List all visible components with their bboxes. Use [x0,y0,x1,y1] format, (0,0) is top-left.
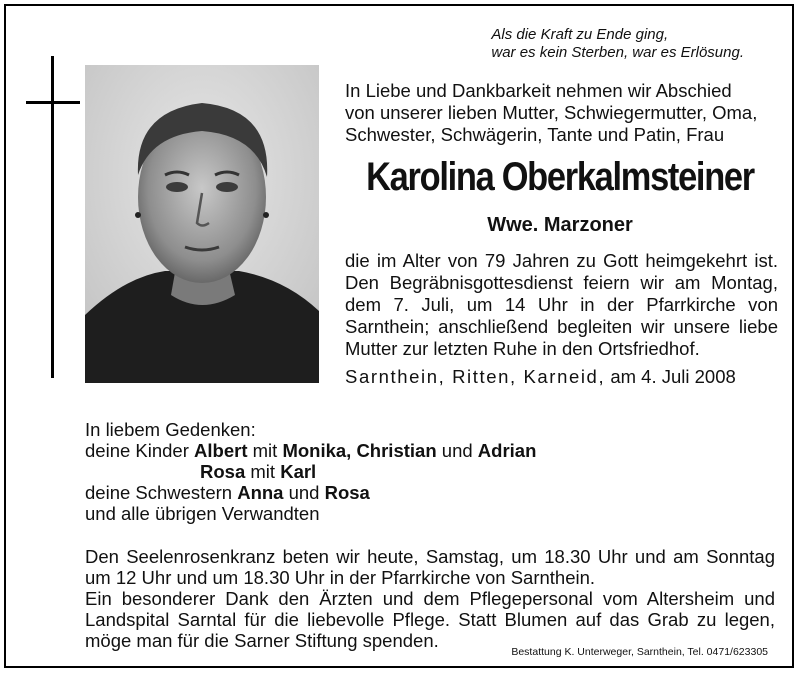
child-karl: Karl [280,461,317,482]
rosary-note: Den Seelenrosenkranz beten wir heute, Samstag, um 18.30 Uhr und am Sonntag um 12 Uhr und um 18.30 Uhr in der Pfarrkirche von Sarnthein. [85,546,775,588]
deceased-name: Karolina Oberkalmsteiner [366,155,754,199]
intro-line-2: von unserer lieben Mutter, Schwiegermutter, Oma, [345,102,758,123]
mourners-list [85,419,775,524]
place-and-date [345,366,778,388]
sisters-line [85,482,775,503]
places: Sarnthein, Ritten, Karneid, [345,366,606,387]
intro-line-1: In Liebe und Dankbarkeit nehmen wir Abschied [345,80,732,101]
epigraph-line-1: Als die Kraft zu Ende ging, [491,26,669,43]
connector-und-2: und [288,482,320,503]
child-albert: Albert [194,440,248,461]
cross-vertical-bar [51,56,54,378]
connector-und: und [441,440,473,461]
funeral-home-footer: Bestattung K. Unterweger, Sarnthein, Tel. 0471/623305 [511,646,768,658]
notes [85,546,775,651]
epigraph-line-2: war es kein Sterben, war es Erlösung. [491,44,744,61]
thanks-note: Ein besonderer Dank den Ärzten und dem Pflegepersonal vom Altersheim und Landspital Sarntal für die liebevolle Pflege. Statt Blumen auf das Grab zu legen, möge man für die Sarner Stiftung spenden. [85,588,775,651]
cross-horizontal-bar [26,101,80,104]
date: am 4. Juli 2008 [610,366,736,387]
portrait-illustration [85,65,319,383]
mourners-heading: In liebem Gedenken: [85,419,256,440]
sisters-prefix: deine Schwestern [85,482,233,503]
child-adrian: Adrian [477,440,537,461]
sister-rosa: Rosa [324,482,370,503]
sister-anna: Anna [237,482,284,503]
epigraph [491,26,744,62]
connector-mit: mit [252,440,278,461]
children-line-2 [85,461,775,482]
other-relatives: und alle übrigen Verwandten [85,503,320,524]
widow-name: Wwe. Marzoner [487,214,633,236]
child-rosa: Rosa [200,461,246,482]
announcement-text: die im Alter von 79 Jahren zu Gott heimgekehrt ist. Den Begräbnisgottesdienst feiern wir am Montag, dem 7. Juli, um 14 Uhr in der Pfarrkirche von Sarnthein; anschließend begleiten wir unsere liebe Mutter zur letzten Ruhe in den Ortsfriedhof. [345,250,778,359]
intro-text [345,80,785,146]
portrait-photo [85,65,319,383]
children-prefix: deine Kinder [85,440,189,461]
child-monika-christian: Monika, Christian [282,440,437,461]
connector-mit-2: mit [250,461,276,482]
obituary-notice [4,4,794,668]
intro-line-3: Schwester, Schwägerin, Tante und Patin, Frau [345,124,725,145]
children-line [85,440,775,461]
